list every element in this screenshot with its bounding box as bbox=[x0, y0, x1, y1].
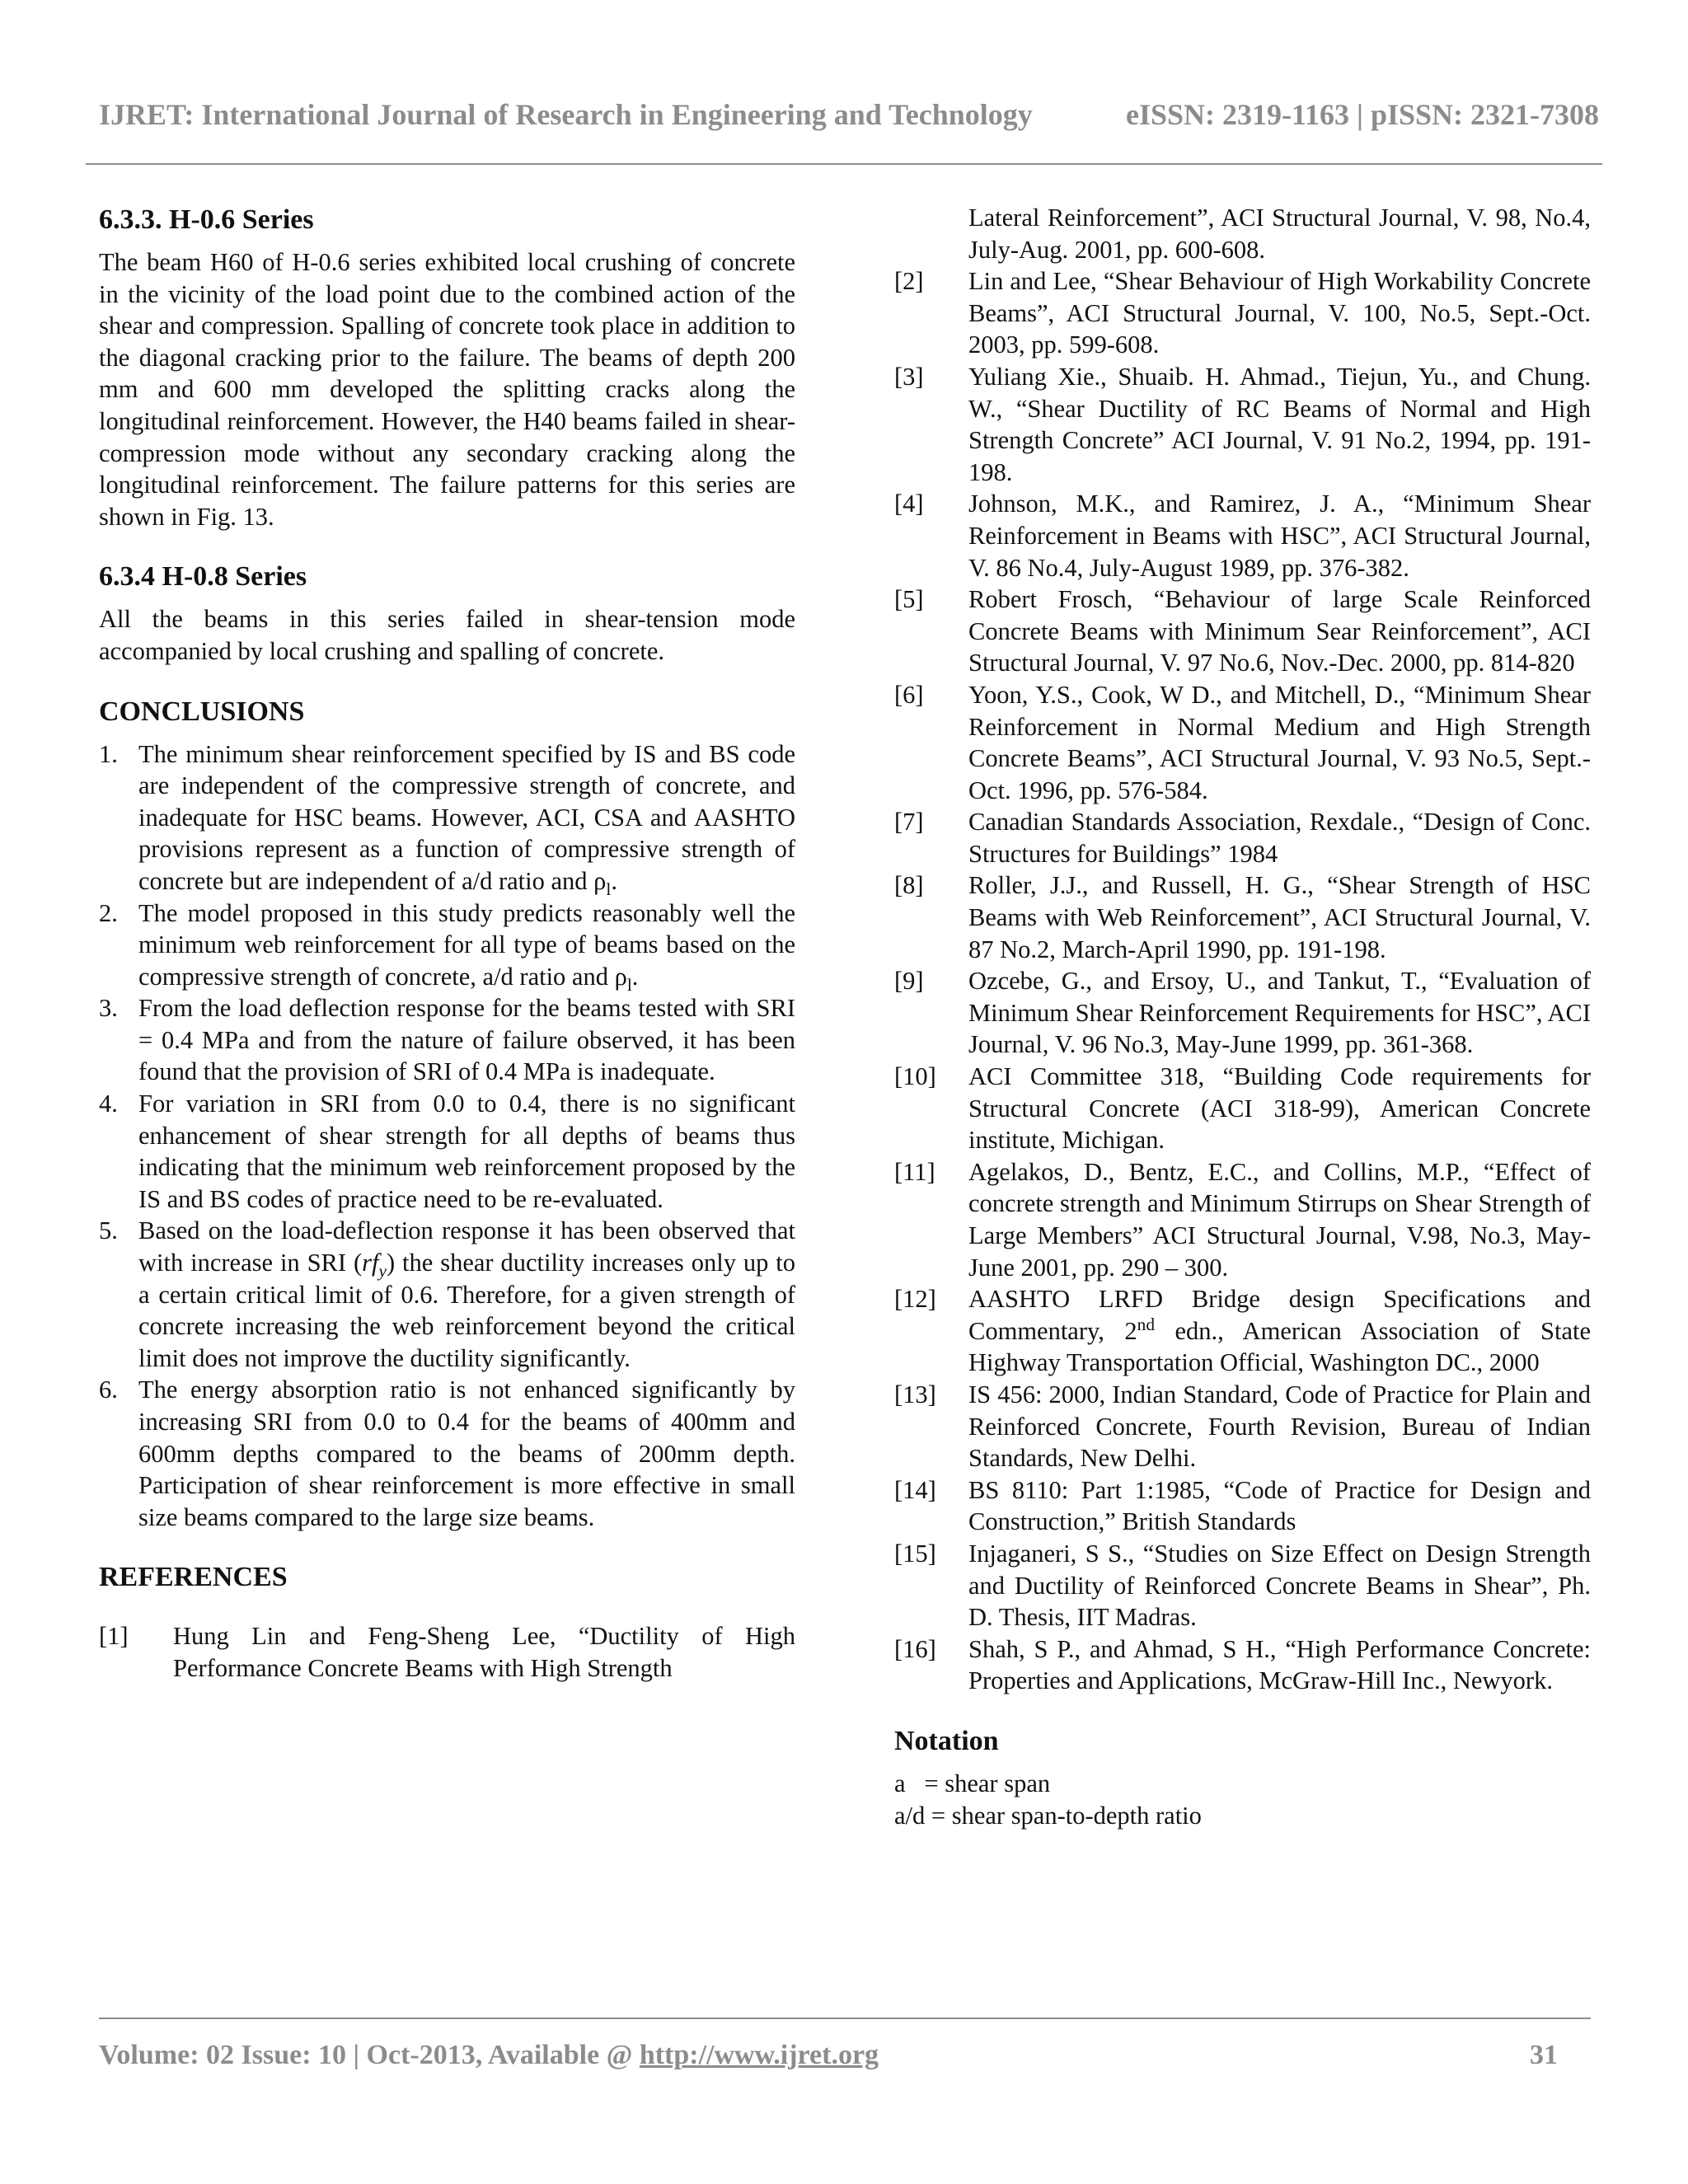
reference-item: [9] Ozcebe, G., and Ersoy, U., and Tankut, T., “Evaluation of Minimum Shear Reinforcement Requirements for HSC”, ACI Journal, V. 96 No.3, May-June 1999, pp. 361-368. bbox=[894, 967, 1591, 1059]
section-heading-6-3-4: 6.3.4 H-0.8 Series bbox=[99, 561, 307, 593]
reference-item: [6] Yoon, Y.S., Cook, W D., and Mitchell, D., “Minimum Shear Reinforcement in Normal Medium and High Strength Concrete Beams”, ACI Structural Journal, V. 93 No.5, Sept.-Oct. 1996, pp. 576-584. bbox=[894, 680, 1591, 804]
section-body-6-3-3: The beam H60 of H-0.6 series exhibited local crushing of concrete in the vicinity of the load point due to the combined action of the shear and compression. Spalling of concrete took place in addition to the diagonal cracking prior to the failure. The beams of depth 200 mm and 600 mm developed the splitting cracks along the longitudinal reinforcement. However, the H40 beams failed in shear-compression mode without any secondary cracking along the longitudinal reinforcement. The failure patterns for this series are shown in Fig. 13. bbox=[99, 248, 795, 531]
reference-item: [7] Canadian Standards Association, Rexdale., “Design of Conc. Structures for Buildings” 1984 bbox=[894, 808, 1591, 868]
reference-item: [10] ACI Committee 318, “Building Code requirements for Structural Concrete (ACI 318-99), American Concrete institute, Michigan. bbox=[894, 1062, 1591, 1155]
journal-title: IJRET: International Journal of Research in Engineering and Technology bbox=[99, 98, 1033, 131]
section-body-6-3-4: All the beams in this series failed in shear-tension mode accompanied by local crushing and spalling of concrete. bbox=[99, 605, 795, 665]
conclusion-item: 3. From the load deflection response for the beams tested with SRI = 0.4 MPa and from the nature of failure observed, it has been found that the provision of SRI of 0.4 MPa is inadequate. bbox=[99, 994, 795, 1086]
reference-item: [2] Lin and Lee, “Shear Behaviour of High Workability Concrete Beams”, ACI Structural Journal, V. 100, No.5, Sept.-Oct. 2003, pp. 599-608. bbox=[894, 267, 1591, 359]
reference-item: [16] Shah, S P., and Ahmad, S H., “High Performance Concrete: Properties and Applications, McGraw-Hill Inc., Newyork. bbox=[894, 1634, 1591, 1695]
conclusion-item: 6. The energy absorption ratio is not enhanced significantly by increasing SRI from 0.0 to 0.4 for the beams of 400mm and 600mm depths compared to the beams of 200mm depth. Participation of shear reinforcement is more effective in small size beams compared to the large size beams. bbox=[99, 1376, 795, 1531]
section-heading-6-3-3: 6.3.3. H-0.6 Series bbox=[99, 204, 314, 235]
conclusions-list bbox=[99, 738, 795, 1534]
conclusions-heading: CONCLUSIONS bbox=[99, 696, 305, 727]
conclusion-item: 2. The model proposed in this study predicts reasonably well the minimum web reinforcement for all type of beams based on the compressive strength of concrete, a/d ratio and $\rho_l$. bbox=[99, 898, 795, 995]
reference-item: [13] IS 456: 2000, Indian Standard, Code of Practice for Plain and Reinforced Concrete, Fourth Revision, Bureau of Indian Standards, New Delhi. bbox=[894, 1380, 1591, 1473]
footer-volume: Volume: 02 Issue: 10 | Oct-2013, Available @ http://www.ijret.org bbox=[99, 2040, 879, 2070]
references-heading: REFERENCES bbox=[99, 1562, 288, 1593]
left-column bbox=[99, 202, 795, 1685]
header-rule bbox=[86, 163, 1602, 165]
reference-item: [11] Agelakos, D., Bentz, E.C., and Collins, M.P., “Effect of concrete strength and Minimum Stirrups on Shear Strength of Large Members” ACI Structural Journal, V.98, No.3, May-June 2001, pp. 290 – 300. bbox=[894, 1157, 1591, 1282]
references-list-right bbox=[894, 265, 1591, 1697]
reference-item: [8] Roller, J.J., and Russell, H. G., “Shear Strength of HSC Beams with Web Reinforcement”, ACI Structural Journal, V. 87 No.2, March-April 1990, pp. 191-198. bbox=[894, 871, 1591, 963]
conclusion-item: 5. Based on the load-deflection response it has been observed that with increase in SRI $(rf_y)$ the shear ductility increases only up to a certain critical limit of 0.6. Therefore, for a given strength of concrete increasing the web reinforcement beyond the critical limit does not improve the ductility significantly. bbox=[99, 1216, 795, 1372]
references-list-left bbox=[99, 1620, 795, 1684]
reference-continuation: Lateral Reinforcement”, ACI Structural Journal, V. 98, No.4, July-Aug. 2001, pp. 600-608. bbox=[968, 204, 1591, 264]
notation-line: a = shear span bbox=[894, 1769, 1051, 1797]
page-number: 31 bbox=[1530, 2040, 1558, 2070]
reference-item: [5] Robert Frosch, “Behaviour of large Scale Reinforced Concrete Beams with Minimum Sear Reinforcement”, ACI Structural Journal, V. 97 No.6, Nov.-Dec. 2000, pp. 814-820 bbox=[894, 585, 1591, 677]
conclusion-item: 4. For variation in SRI from 0.0 to 0.4, there is no significant enhancement of shear strength for all depths of beams thus indicating that the minimum web reinforcement proposed by the IS and BS codes of practice need to be re-evaluated. bbox=[99, 1090, 795, 1213]
notation-line: a/d = shear span-to-depth ratio bbox=[894, 1801, 1202, 1830]
notation-heading: Notation bbox=[894, 1725, 999, 1756]
reference-item: [14] BS 8110: Part 1:1985, “Code of Practice for Design and Construction,” British Standards bbox=[894, 1475, 1591, 1536]
reference-item: [4] Johnson, M.K., and Ramirez, J. A., “Minimum Shear Reinforcement in Beams with HSC”, ACI Structural Journal, V. 86 No.4, July-August 1989, pp. 376-382. bbox=[894, 490, 1591, 582]
reference-item: [12] AASHTO LRFD Bridge design Specifications and Commentary, 2nd edn., American Association of State Highway Transportation Official, Washington DC., 2000 bbox=[894, 1285, 1591, 1377]
conclusion-item: 1. The minimum shear reinforcement specified by IS and BS code are independent of the compressive strength of concrete, and inadequate for HSC beams. However, ACI, CSA and AASHTO provisions represent as a function of compressive strength of concrete but are independent of a/d ratio and $\rho_l$. bbox=[99, 739, 795, 899]
issn-info: eISSN: 2319-1163 | pISSN: 2321-7308 bbox=[1126, 98, 1599, 131]
reference-item: [15] Injaganeri, S S., “Studies on Size Effect on Design Strength and Ductility of Reinforced Concrete Beams in Shear”, Ph. D. Thesis, IIT Madras. bbox=[894, 1539, 1591, 1632]
right-column bbox=[894, 202, 1591, 1831]
footer-rule bbox=[99, 2018, 1591, 2019]
reference-item: [1] Hung Lin and Feng-Sheng Lee, “Ductility of High Performance Concrete Beams with High Strength bbox=[99, 1622, 795, 1682]
journal-url-link[interactable]: http://www.ijret.org bbox=[639, 2040, 879, 2070]
reference-item: [3] Yuliang Xie., Shuaib. H. Ahmad., Tiejun, Yu., and Chung. W., “Shear Ductility of RC Beams of Normal and High Strength Concrete” ACI Journal, V. 91 No.2, 1994, pp. 191-198. bbox=[894, 362, 1591, 486]
